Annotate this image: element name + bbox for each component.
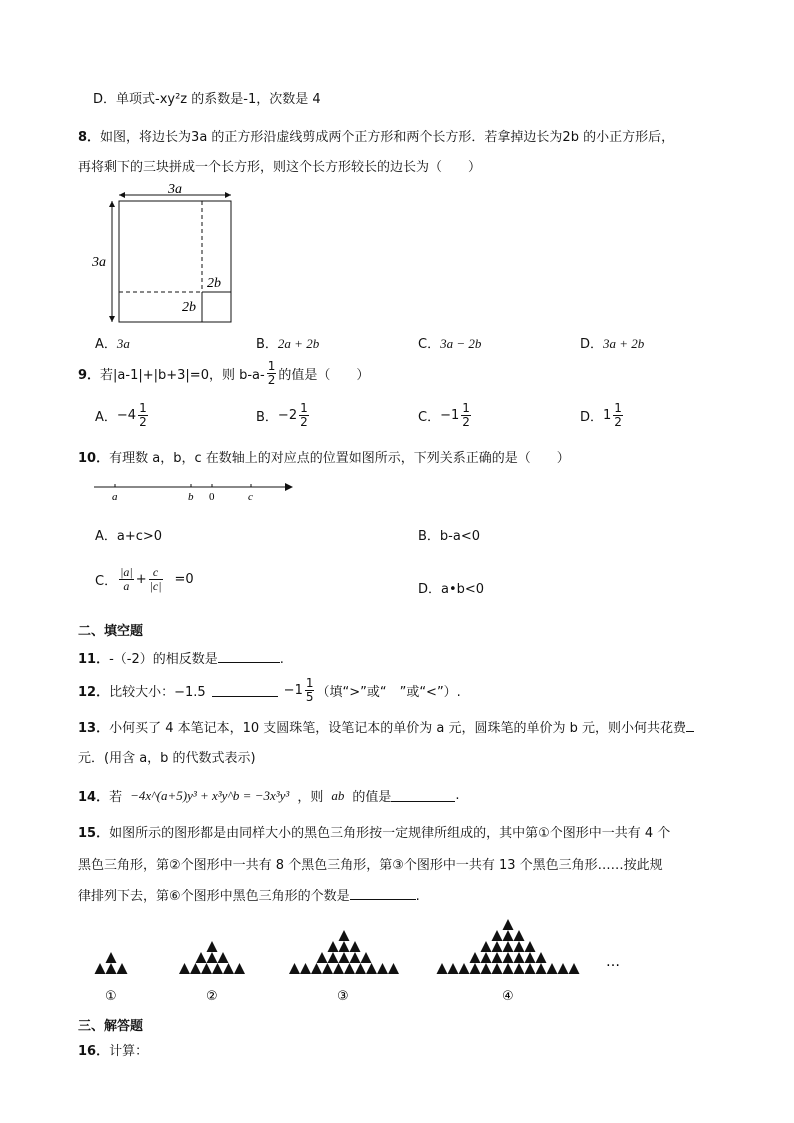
q15-blank[interactable]	[350, 887, 416, 900]
black-triangle	[503, 963, 514, 974]
section-solve: 三、解答题	[78, 1019, 144, 1034]
black-triangle	[95, 963, 106, 974]
black-triangle	[514, 941, 525, 952]
q15-triangle-figures	[88, 910, 648, 1005]
q16: 16．计算：	[78, 1044, 149, 1059]
black-triangle	[311, 963, 322, 974]
q14-blank[interactable]	[391, 789, 455, 802]
black-triangle	[207, 952, 218, 963]
q10-option-d: D．a•b<0	[418, 582, 485, 597]
q8-text-line2: 再将剩下的三块拼成一个长方形，则这个长方形较长的边长为（ ）	[78, 160, 482, 175]
black-triangle	[514, 952, 525, 963]
q8-square-figure	[90, 178, 250, 328]
q8-option-c: C．3a − 2b	[418, 336, 482, 352]
q9-option-c: C． −1 $\frac{1}{2}$	[418, 401, 470, 429]
q8-fig-inner-label-bottom: 2b	[182, 300, 196, 315]
q8-option-a: A．3a	[95, 336, 130, 352]
black-triangle	[350, 941, 361, 952]
q14: 14． 若 −4x^(a+5)y³ + x³y^b = −3x³y³ ，则 ab 的值是 .	[78, 787, 460, 805]
q15-line3: 律排列下去，第⑥个图形中黑色三角形的个数是 .	[78, 889, 420, 904]
q8-fig-inner-label-top: 2b	[207, 276, 221, 291]
q9-option-d: D． 1 $\frac{1}{2}$	[580, 401, 622, 429]
black-triangle	[470, 963, 481, 974]
black-triangle	[328, 941, 339, 952]
q15-line1: 15．如图所示的图形都是由同样大小的黑色三角形按一定规律所组成的，其中第①个图形中一共有 4 个	[78, 826, 671, 841]
black-triangle	[525, 963, 536, 974]
black-triangle	[503, 952, 514, 963]
q12: 12． 比较大小：−1.5 −1 $\frac{1}{5}$ （填“>”或“ ”或“<”）.	[78, 676, 461, 704]
black-triangle	[361, 952, 372, 963]
black-triangle	[481, 941, 492, 952]
black-triangle	[503, 941, 514, 952]
black-triangle	[117, 963, 128, 974]
q9-stem	[78, 360, 369, 387]
black-triangle	[525, 952, 536, 963]
q14-equation: −4x^(a+5)y³ + x³y^b = −3x³y³	[130, 787, 290, 803]
q8-fig-side-label: 3a	[92, 255, 106, 270]
q10-number: 10．	[78, 451, 110, 466]
black-triangle	[328, 952, 339, 963]
black-triangle	[201, 963, 212, 974]
q9-number: 9．	[78, 368, 101, 383]
black-triangle	[448, 963, 459, 974]
black-triangle	[196, 952, 207, 963]
black-triangle	[377, 963, 388, 974]
black-triangle	[218, 952, 229, 963]
q9-option-a: A． −4 $\frac{1}{2}$	[95, 401, 147, 429]
black-triangle	[190, 963, 201, 974]
black-triangle	[300, 963, 311, 974]
q8-fig-top-label: 3a	[168, 182, 182, 197]
black-triangle	[179, 963, 190, 974]
black-triangle	[366, 963, 377, 974]
black-triangle	[106, 952, 117, 963]
q9-text-pre: 若|a-1|+|b+3|=0，则 b-a-	[100, 368, 265, 383]
axis-label-zero: 0	[209, 491, 215, 503]
black-triangle	[289, 963, 300, 974]
black-triangle	[344, 963, 355, 974]
black-triangle	[459, 963, 470, 974]
axis-label-a: a	[112, 491, 118, 503]
q10-option-a: A．a+c>0	[95, 529, 163, 544]
black-triangle	[388, 963, 399, 974]
q10-stem	[78, 447, 570, 466]
black-triangle	[569, 963, 580, 974]
black-triangle	[234, 963, 245, 974]
figure-label-4: ④	[502, 989, 514, 1004]
black-triangle	[106, 963, 117, 974]
black-triangle	[536, 963, 547, 974]
axis-label-c: c	[248, 491, 253, 503]
black-triangle	[470, 952, 481, 963]
black-triangle	[212, 963, 223, 974]
q7-option-d: D．单项式-xy²z 的系数是-1，次数是 4	[93, 92, 321, 107]
black-triangle	[558, 963, 569, 974]
triangle-figure-2	[179, 941, 245, 974]
q8-option-d: D．3a + 2b	[580, 336, 645, 352]
triangle-figure-1	[95, 952, 128, 974]
q9-text-post: 的值是（ ）	[278, 368, 370, 383]
q10-text: 有理数 a，b，c 在数轴上的对应点的位置如图所示，下列关系正确的是（ ）	[109, 451, 570, 466]
black-triangle	[355, 963, 366, 974]
q10-number-line	[90, 476, 300, 504]
figure-label-3: ③	[337, 989, 349, 1004]
q11-blank[interactable]	[218, 650, 280, 663]
triangle-figure-3	[289, 930, 399, 974]
q11: 11．-（-2）的相反数是 .	[78, 652, 284, 667]
figure-ellipsis: …	[606, 954, 620, 970]
q10-option-b: B．b-a<0	[418, 529, 480, 544]
figure-label-1: ①	[105, 989, 117, 1004]
q8-text-line1: 如图，将边长为3a 的正方形沿虚线剪成两个正方形和两个长方形．若拿掉边长为2b 的小正方形后，	[100, 130, 675, 145]
q9-option-b: B． −2 $\frac{1}{2}$	[256, 401, 308, 429]
black-triangle	[492, 930, 503, 941]
q10-option-c: C． $\frac{|a|}{a}$ + $\frac{c}{|c|}$ =0	[95, 565, 194, 593]
black-triangle	[492, 963, 503, 974]
black-triangle	[503, 930, 514, 941]
black-triangle	[536, 952, 547, 963]
black-triangle	[503, 919, 514, 930]
black-triangle	[339, 941, 350, 952]
black-triangle	[350, 952, 361, 963]
black-triangle	[481, 963, 492, 974]
black-triangle	[514, 963, 525, 974]
section-fill-in-blank: 二、填空题	[78, 624, 144, 639]
axis-label-b: b	[188, 491, 194, 503]
black-triangle	[339, 952, 350, 963]
q13-blank[interactable]	[686, 719, 694, 732]
triangle-figure-4	[437, 919, 580, 974]
q8-option-b: B．2a + 2b	[256, 336, 320, 352]
black-triangle	[492, 952, 503, 963]
black-triangle	[437, 963, 448, 974]
q13-line2: 元．(用含 a，b 的代数式表示)	[78, 751, 256, 766]
black-triangle	[317, 952, 328, 963]
figure-label-2: ②	[206, 989, 218, 1004]
black-triangle	[514, 930, 525, 941]
black-triangle	[492, 941, 503, 952]
black-triangle	[207, 941, 218, 952]
q13-line1: 13．小何买了 4 本笔记本，10 支圆珠笔，设笔记本的单价为 a 元，圆珠笔的单价为 b 元，则小何共花费	[78, 717, 694, 736]
q12-blank[interactable]	[212, 684, 278, 697]
black-triangle	[333, 963, 344, 974]
black-triangle	[547, 963, 558, 974]
q8-line1	[78, 126, 674, 145]
black-triangle	[525, 941, 536, 952]
black-triangle	[481, 952, 492, 963]
black-triangle	[223, 963, 234, 974]
q8-number: 8．	[78, 130, 101, 145]
black-triangle	[339, 930, 350, 941]
q15-line2: 黑色三角形，第②个图形中一共有 8 个黑色三角形，第③个图形中一共有 13 个黑色三角形……按此规	[78, 858, 663, 873]
q9-fraction: $\frac{1}{2}$	[267, 359, 276, 387]
black-triangle	[322, 963, 333, 974]
